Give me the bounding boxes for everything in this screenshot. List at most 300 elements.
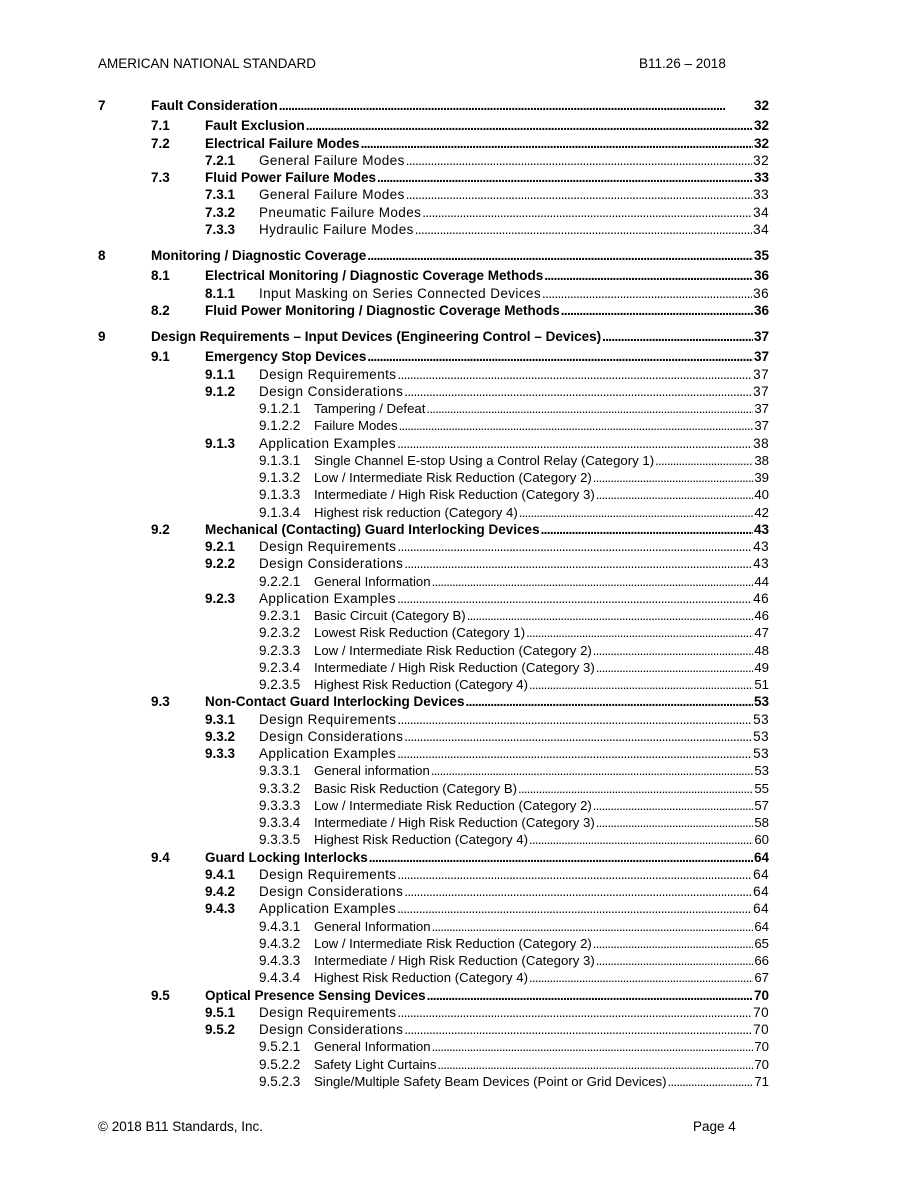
toc-entry[interactable] (0, 1021, 918, 1038)
toc-entry[interactable] (0, 969, 918, 986)
toc-entry-number: 9.4.3.1 (259, 918, 301, 934)
toc-entry[interactable] (0, 204, 918, 221)
toc-dot-leader (542, 285, 752, 302)
toc-entry-title: General Failure Modes (259, 152, 405, 168)
toc-entry-page: 43 (753, 521, 769, 537)
toc-entry-number: 9.5.2.2 (259, 1056, 301, 1072)
toc-entry[interactable] (0, 624, 918, 641)
toc-entry-line (259, 285, 769, 302)
toc-dot-leader (526, 624, 753, 641)
toc-entry-title: Low / Intermediate Risk Reduction (Category 2) (314, 935, 592, 951)
toc-entry-number: 8.1 (151, 268, 170, 284)
toc-entry[interactable] (0, 935, 918, 952)
toc-entry-title: General Information (314, 573, 431, 589)
toc-entry-title: General Failure Modes (259, 187, 405, 203)
toc-entry[interactable] (0, 849, 918, 866)
toc-dot-leader (404, 383, 752, 400)
toc-entry-title: Design Considerations (259, 556, 404, 572)
toc-entry-title: Design Considerations (259, 884, 404, 899)
toc-entry[interactable] (0, 469, 918, 486)
toc-entry-page: 55 (754, 780, 769, 796)
toc-entry-line (314, 469, 769, 486)
toc-entry-title: Hydraulic Failure Modes (259, 221, 414, 237)
toc-dot-leader (593, 642, 754, 659)
footer-copyright: © 2018 B11 Standards, Inc. (98, 1119, 264, 1134)
toc-dot-leader (397, 900, 752, 917)
toc-entry-page: 37 (753, 329, 769, 344)
toc-entry[interactable] (0, 1056, 918, 1073)
toc-entry-page: 38 (753, 435, 769, 451)
toc-entry[interactable] (0, 866, 918, 883)
toc-entry-line (314, 504, 769, 521)
toc-entry-line (314, 400, 769, 417)
toc-entry-line (259, 555, 769, 572)
toc-entry-title: Single Channel E-stop Using a Control Relay (Category 1) (314, 452, 655, 468)
toc-dot-leader (397, 435, 752, 452)
toc-dot-leader (367, 247, 753, 264)
toc-entry-number: 9.5.2.1 (259, 1039, 301, 1055)
toc-entry[interactable] (0, 659, 918, 676)
toc-entry-page: 51 (754, 677, 769, 692)
toc-entry[interactable] (0, 452, 918, 469)
toc-entry[interactable] (0, 1073, 918, 1090)
toc-dot-leader (397, 366, 752, 383)
toc-dot-leader (367, 348, 753, 365)
toc-entry-page: 64 (753, 866, 769, 882)
toc-entry[interactable] (0, 267, 918, 284)
toc-entry-title: Highest Risk Reduction (Category 4) (314, 677, 529, 692)
toc-entry-page: 34 (753, 221, 769, 237)
toc-dot-leader (432, 918, 754, 935)
toc-entry-number: 9.1 (151, 349, 170, 365)
toc-entry[interactable] (0, 302, 918, 319)
toc-entry-title: Application Examples (259, 590, 397, 606)
toc-entry-number: 9.5.1 (205, 1004, 236, 1020)
toc-entry-page: 35 (753, 248, 769, 263)
toc-dot-leader (432, 573, 754, 590)
toc-dot-leader (404, 728, 752, 745)
toc-entry-line (259, 1004, 769, 1021)
toc-entry-line (314, 452, 769, 469)
toc-entry-number: 9.4.3.3 (259, 953, 301, 968)
toc-entry-line (314, 762, 769, 779)
toc-entry-title: Design Considerations (259, 1022, 404, 1037)
toc-entry-number: 9.4.2 (205, 884, 236, 899)
toc-dot-leader (544, 267, 753, 284)
toc-dot-leader (415, 221, 752, 238)
toc-entry-page: 32 (753, 118, 769, 134)
toc-entry-page: 66 (754, 953, 769, 968)
toc-entry-line (314, 814, 769, 831)
toc-entry-page: 64 (754, 918, 769, 934)
toc-entry[interactable] (0, 417, 918, 434)
header-standard-number: B11.26 – 2018 (639, 56, 726, 71)
toc-dot-leader (306, 117, 753, 134)
toc-entry-title: Application Examples (259, 901, 397, 917)
toc-entry-title: Highest risk reduction (Category 4) (314, 504, 518, 520)
toc-entry-number: 9.2.3.1 (259, 608, 301, 623)
toc-entry-number: 9.1.1 (205, 366, 236, 382)
toc-entry-page: 39 (754, 470, 769, 485)
toc-entry-page: 64 (753, 849, 769, 865)
toc-entry-title: Single/Multiple Safety Beam Devices (Point or Grid Devices) (314, 1073, 667, 1089)
toc-entry-page: 70 (753, 1004, 769, 1020)
toc-dot-leader (668, 1073, 754, 1090)
toc-dot-leader (529, 676, 753, 693)
toc-entry-line (314, 607, 769, 624)
toc-entry-page: 36 (753, 285, 769, 301)
toc-entry-line (259, 883, 769, 900)
toc-entry[interactable] (0, 814, 918, 831)
toc-entry-page: 67 (754, 970, 769, 986)
toc-entry[interactable] (0, 590, 918, 607)
toc-entry-number: 9.4 (151, 849, 170, 865)
toc-entry-number: 9.4.3.2 (259, 935, 301, 951)
toc-entry-line (205, 348, 769, 365)
toc-entry-title: Fault Exclusion (205, 118, 305, 134)
toc-entry-page: 65 (754, 935, 769, 951)
toc-entry-title: Basic Risk Reduction (Category B) (314, 780, 518, 796)
toc-entry-number: 9.3.1 (205, 711, 236, 727)
toc-entry-title: Design Requirements – Input Devices (Engineering Control – Devices) (151, 329, 602, 344)
toc-entry-number: 9.2 (151, 521, 170, 537)
toc-dot-leader (561, 302, 753, 319)
toc-dot-leader (593, 469, 754, 486)
toc-entry-line (259, 745, 769, 762)
toc-entry-line (205, 135, 769, 152)
toc-dot-leader (431, 762, 754, 779)
toc-entry-number: 9.1.2.2 (259, 418, 301, 434)
toc-entry-line (314, 780, 769, 797)
toc-entry-title: Failure Modes (314, 418, 398, 434)
toc-entry-number: 7.3.3 (205, 221, 236, 237)
toc-entry[interactable] (0, 366, 918, 383)
toc-entry-page: 43 (753, 539, 769, 554)
toc-entry-page: 70 (753, 1022, 769, 1037)
toc-entry-title: Low / Intermediate Risk Reduction (Category 2) (314, 470, 592, 485)
toc-entry-page: 53 (753, 694, 769, 710)
toc-entry-page: 36 (753, 268, 769, 284)
toc-entry-title: Fault Consideration (151, 98, 278, 113)
toc-entry[interactable] (0, 918, 918, 935)
toc-entry-number: 9.3.3 (205, 746, 236, 761)
toc-entry-number: 9.3.3.3 (259, 797, 301, 813)
toc-entry-number: 9.3.2 (205, 728, 236, 744)
toc-entry-number: 9.1.3 (205, 435, 236, 451)
toc-entry-line (314, 952, 769, 969)
toc-entry-line (314, 935, 769, 952)
toc-entry-page: 53 (753, 746, 769, 761)
toc-entry-number: 9.1.2 (205, 383, 236, 399)
toc-entry-page: 70 (754, 1039, 769, 1055)
header-standard-name: AMERICAN NATIONAL STANDARD (98, 56, 317, 71)
toc-entry-page: 37 (753, 366, 769, 382)
toc-dot-leader (422, 204, 752, 221)
toc-entry-number: 8.2 (151, 302, 170, 318)
toc-entry-page: 48 (754, 642, 769, 658)
toc-entry[interactable] (0, 693, 918, 710)
toc-dot-leader (518, 780, 753, 797)
toc-dot-leader (529, 969, 753, 986)
toc-entry-line (205, 987, 769, 1004)
toc-entry-line (314, 797, 769, 814)
toc-entry-page: 53 (754, 763, 769, 779)
toc-entry[interactable] (0, 97, 918, 114)
toc-entry-title: Input Masking on Series Connected Devices (259, 285, 542, 301)
toc-entry-line (259, 186, 769, 203)
toc-entry-title: Emergency Stop Devices (205, 349, 367, 365)
toc-entry-number: 9.1.3.3 (259, 487, 301, 503)
toc-entry-title: Intermediate / High Risk Reduction (Category 3) (314, 487, 595, 503)
toc-entry-number: 9.3.3.4 (259, 815, 301, 830)
toc-entry-line (314, 417, 769, 434)
toc-entry-page: 34 (753, 204, 769, 220)
toc-dot-leader (529, 831, 753, 848)
toc-entry-line (314, 969, 769, 986)
toc-entry-title: General information (314, 763, 430, 779)
toc-entry-title: Intermediate / High Risk Reduction (Category 3) (314, 815, 595, 830)
toc-entry-line (314, 1056, 769, 1073)
toc-entry[interactable] (0, 504, 918, 521)
toc-entry-number: 9.5.2.3 (259, 1073, 301, 1089)
toc-entry[interactable] (0, 1038, 918, 1055)
toc-entry-number: 9.1.2.1 (259, 401, 301, 416)
toc-entry[interactable] (0, 538, 918, 555)
toc-entry-number: 9 (98, 329, 106, 344)
toc-dot-leader (596, 659, 754, 676)
toc-entry-page: 64 (753, 884, 769, 899)
toc-entry[interactable] (0, 780, 918, 797)
toc-entry-line (151, 247, 769, 264)
toc-entry-page: 70 (753, 987, 769, 1003)
toc-dot-leader (541, 521, 753, 538)
toc-entry-line (314, 676, 769, 693)
toc-entry-title: Low / Intermediate Risk Reduction (Category 2) (314, 642, 592, 658)
toc-entry-title: Highest Risk Reduction (Category 4) (314, 970, 529, 986)
toc-entry[interactable] (0, 521, 918, 538)
toc-entry[interactable] (0, 328, 918, 345)
toc-dot-leader (593, 935, 754, 952)
toc-entry-number: 9.2.3.3 (259, 642, 301, 658)
toc-dot-leader (596, 814, 754, 831)
toc-dot-leader (406, 152, 752, 169)
toc-entry-page: 71 (754, 1073, 769, 1089)
toc-entry[interactable] (0, 348, 918, 365)
toc-dot-leader (466, 693, 753, 710)
toc-entry-line (151, 328, 769, 345)
toc-entry-line (314, 642, 769, 659)
toc-entry-page: 43 (753, 556, 769, 572)
toc-entry[interactable] (0, 221, 918, 238)
toc-entry[interactable] (0, 952, 918, 969)
toc-entry-number: 9.4.1 (205, 866, 236, 882)
toc-entry-number: 9.3.3.5 (259, 832, 301, 848)
toc-entry-title: Intermediate / High Risk Reduction (Category 3) (314, 953, 595, 968)
toc-entry-line (314, 573, 769, 590)
toc-dot-leader (397, 866, 752, 883)
toc-entry-page: 32 (753, 98, 769, 113)
toc-entry-number: 9.1.3.2 (259, 470, 301, 485)
toc-entry[interactable] (0, 400, 918, 417)
toc-entry[interactable] (0, 383, 918, 400)
toc-entry[interactable] (0, 745, 918, 762)
toc-entry-number: 9.5.2 (205, 1022, 236, 1037)
toc-entry[interactable] (0, 900, 918, 917)
toc-entry-line (314, 918, 769, 935)
toc-entry[interactable] (0, 169, 918, 186)
toc-dot-leader (404, 1021, 752, 1038)
toc-entry-line (205, 267, 769, 284)
toc-entry-page: 53 (753, 728, 769, 744)
toc-entry-number: 9.4.3.4 (259, 970, 301, 986)
toc-entry-title: Safety Light Curtains (314, 1056, 437, 1072)
toc-dot-leader (404, 555, 752, 572)
toc-entry-line (314, 1073, 769, 1090)
toc-entry[interactable] (0, 285, 918, 302)
toc-entry-number: 9.2.2.1 (259, 573, 301, 589)
toc-dot-leader (593, 797, 754, 814)
toc-entry-title: Design Requirements (259, 1004, 397, 1020)
toc-dot-leader (279, 97, 753, 114)
toc-entry-page: 40 (754, 487, 769, 503)
toc-entry-title: Design Considerations (259, 728, 404, 744)
toc-entry-page: 42 (754, 504, 769, 520)
toc-entry[interactable] (0, 676, 918, 693)
toc-entry-line (259, 866, 769, 883)
toc-entry-line (259, 366, 769, 383)
toc-entry-title: Non-Contact Guard Interlocking Devices (205, 694, 465, 710)
toc-entry-page: 58 (754, 815, 769, 830)
toc-entry-number: 9.2.1 (205, 539, 236, 554)
toc-entry-page: 32 (753, 135, 769, 151)
toc-entry-line (259, 1021, 769, 1038)
toc-entry-page: 60 (754, 832, 769, 848)
toc-entry-line (314, 486, 769, 503)
toc-entry-line (205, 169, 769, 186)
toc-entry-page: 32 (753, 152, 769, 168)
toc-entry-title: Design Requirements (259, 711, 397, 727)
toc-entry[interactable] (0, 135, 918, 152)
toc-dot-leader (437, 1056, 753, 1073)
toc-entry-title: Design Requirements (259, 866, 397, 882)
toc-entry[interactable] (0, 987, 918, 1004)
toc-dot-leader (399, 417, 754, 434)
toc-entry-page: 37 (754, 418, 769, 434)
toc-entry-title: Optical Presence Sensing Devices (205, 987, 426, 1003)
toc-entry-line (314, 831, 769, 848)
toc-entry[interactable] (0, 152, 918, 169)
toc-dot-leader (397, 745, 752, 762)
toc-entry-number: 9.3.3.2 (259, 780, 301, 796)
toc-entry-page: 47 (754, 625, 769, 641)
toc-dot-leader (519, 504, 754, 521)
toc-entry-title: Lowest Risk Reduction (Category 1) (314, 625, 526, 641)
toc-entry-title: Electrical Monitoring / Diagnostic Coverage Methods (205, 268, 544, 284)
toc-entry-page: 37 (753, 383, 769, 399)
toc-entry-number: 9.2.3 (205, 590, 236, 606)
toc-entry-title: Fluid Power Monitoring / Diagnostic Coverage Methods (205, 302, 560, 318)
toc-entry-number: 9.2.3.4 (259, 659, 301, 675)
toc-entry[interactable] (0, 573, 918, 590)
toc-entry-line (151, 97, 769, 114)
toc-entry[interactable] (0, 486, 918, 503)
toc-entry-line (259, 538, 769, 555)
toc-dot-leader (397, 538, 752, 555)
toc-entry-page: 37 (753, 349, 769, 365)
toc-entry[interactable] (0, 247, 918, 264)
toc-dot-leader (655, 452, 753, 469)
toc-dot-leader (596, 486, 754, 503)
toc-dot-leader (369, 849, 753, 866)
toc-entry[interactable] (0, 186, 918, 203)
toc-entry[interactable] (0, 555, 918, 572)
toc-dot-leader (602, 328, 753, 345)
toc-entry-page: 64 (753, 901, 769, 917)
toc-entry[interactable] (0, 797, 918, 814)
toc-entry-number: 7.3.2 (205, 204, 236, 220)
toc-dot-leader (404, 883, 752, 900)
toc-entry-line (314, 1038, 769, 1055)
toc-entry-number: 9.1.3.4 (259, 504, 301, 520)
footer-page-number: Page 4 (693, 1119, 736, 1134)
toc-entry-page: 38 (754, 452, 769, 468)
toc-entry[interactable] (0, 117, 918, 134)
toc-entry-line (205, 117, 769, 134)
toc-dot-leader (426, 400, 753, 417)
toc-entry[interactable] (0, 435, 918, 452)
toc-entry[interactable] (0, 883, 918, 900)
toc-entry[interactable] (0, 762, 918, 779)
toc-entry-page: 33 (753, 170, 769, 185)
toc-entry[interactable] (0, 831, 918, 848)
toc-entry-line (205, 849, 769, 866)
toc-entry-page: 33 (753, 187, 769, 203)
toc-dot-leader (397, 711, 752, 728)
toc-entry-title: Basic Circuit (Category B) (314, 608, 466, 623)
toc-entry-title: Mechanical (Contacting) Guard Interlocking Devices (205, 521, 540, 537)
toc-entry-title: Design Requirements (259, 539, 397, 554)
toc-entry-number: 9.5 (151, 987, 170, 1003)
toc-entry-number: 8 (98, 248, 106, 263)
toc-entry[interactable] (0, 1004, 918, 1021)
toc-entry[interactable] (0, 711, 918, 728)
toc-entry-line (259, 152, 769, 169)
toc-entry-title: Tampering / Defeat (314, 401, 426, 416)
toc-entry-title: Fluid Power Failure Modes (205, 170, 377, 185)
toc-dot-leader (427, 987, 753, 1004)
toc-entry[interactable] (0, 607, 918, 624)
toc-entry-title: Monitoring / Diagnostic Coverage (151, 248, 367, 263)
toc-entry-number: 7.3 (151, 170, 170, 185)
toc-dot-leader (377, 169, 753, 186)
toc-entry-number: 7 (98, 98, 106, 113)
toc-dot-leader (397, 1004, 752, 1021)
toc-entry[interactable] (0, 728, 918, 745)
toc-entry-page: 46 (754, 608, 769, 623)
toc-entry-title: Design Requirements (259, 366, 397, 382)
toc-entry-line (259, 221, 769, 238)
toc-entry-title: General Information (314, 1039, 431, 1055)
toc-entry-title: Electrical Failure Modes (205, 135, 360, 151)
toc-entry-line (259, 435, 769, 452)
toc-entry-line (259, 204, 769, 221)
toc-entry-line (205, 693, 769, 710)
toc-entry-line (314, 659, 769, 676)
toc-entry-number: 9.1.3.1 (259, 452, 301, 468)
toc-entry-number: 9.2.3.2 (259, 625, 301, 641)
toc-entry[interactable] (0, 642, 918, 659)
toc-entry-number: 9.3 (151, 694, 170, 710)
